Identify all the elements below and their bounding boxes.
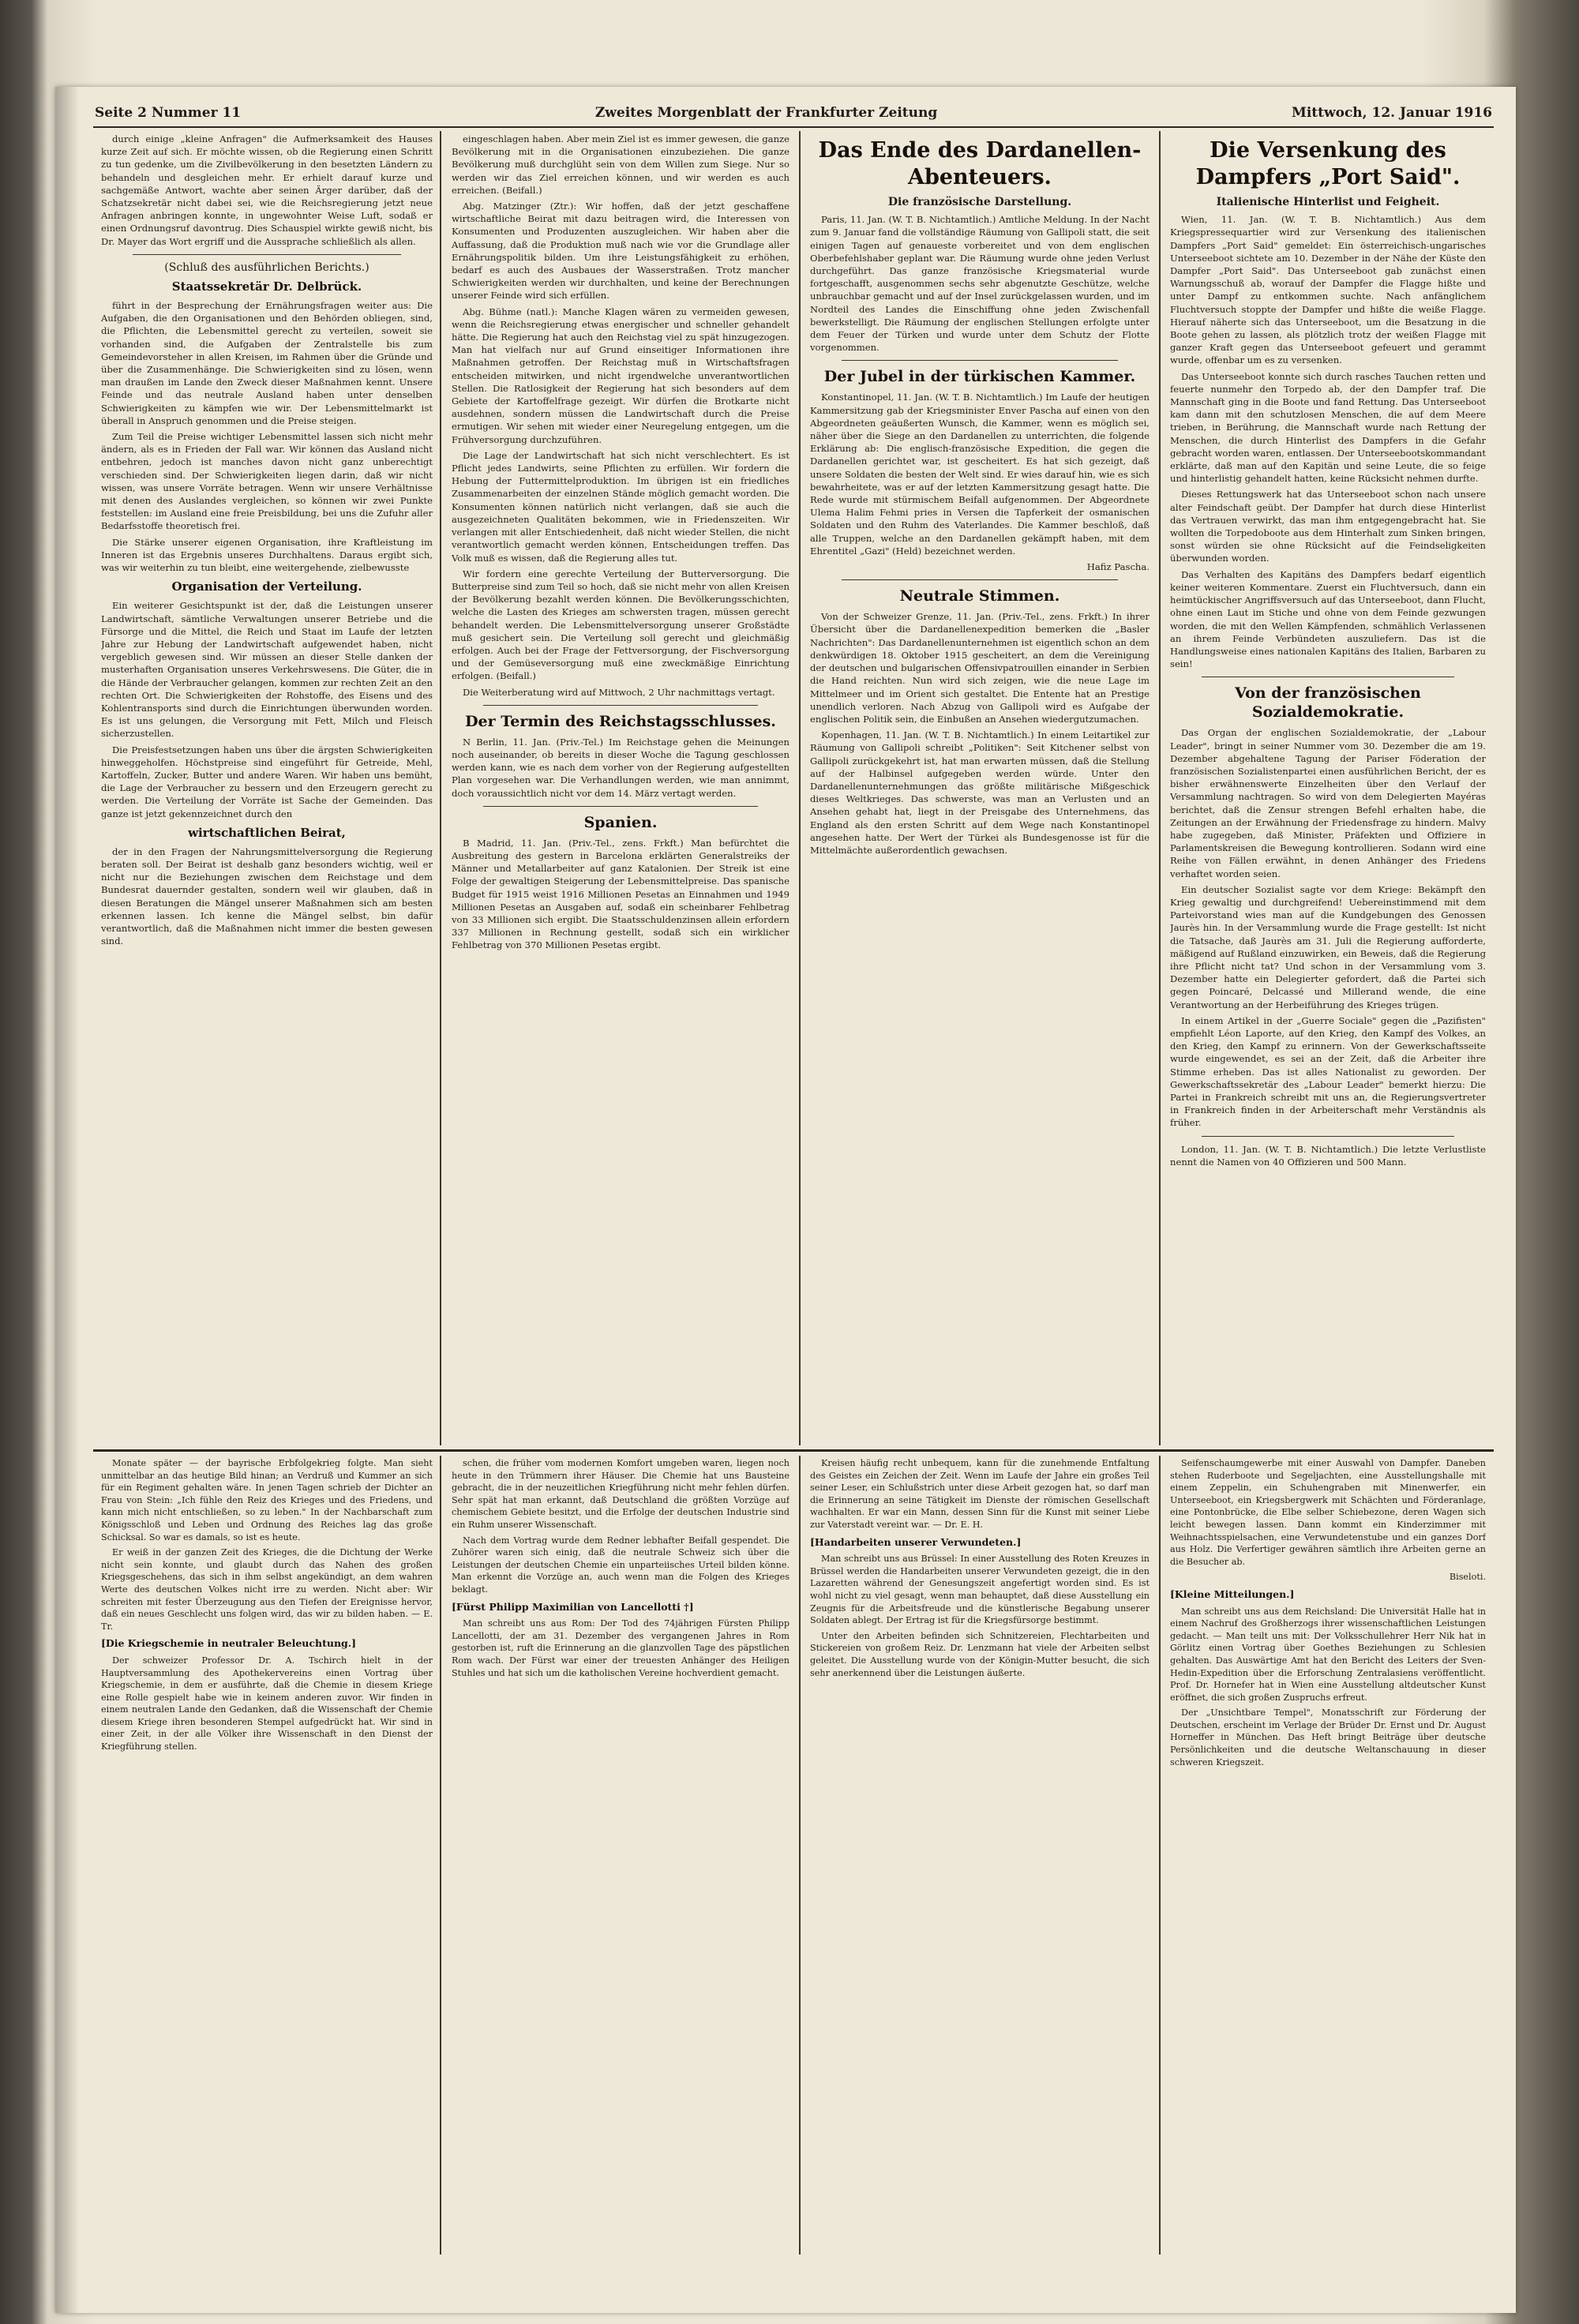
subhead-organisation: Organisation der Verteilung. bbox=[171, 579, 362, 594]
paragraph: Dieses Rettungswerk hat das Unterseeboot schon nach unsere alter Feindschaft geübt. Der Dampfer hat durch diese Hinterlist das Vertrauen verwirkt, das man ihm entgegengebracht hat. Sie wollten die Torpedoboote aus dem Hinterhalt zum Sinken bringen, sonst würden sie ohne Rücksicht auf die Feindseligkeiten überwunden worden. bbox=[1170, 489, 1486, 564]
column-3 bbox=[810, 133, 1150, 1443]
issue-date: Mittwoch, 12. Januar 1916 bbox=[1292, 105, 1492, 121]
column-rule bbox=[1159, 1456, 1161, 2255]
paragraph: schen, die früher vom modernen Komfort umgeben waren, liegen noch heute in den Trümmern ihrer Häuser. Die Chemie hat uns Bausteine gebracht, die in der neuzeitlichen Kriegführung nicht mehr fehlen dürfen. Sehr spät hat man erkannt, daß Deutschland die größten Vorzüge auf chemischem Gebiete besitzt, und die Erfolge der deutschen Industrie sind ein Ruhm unserer Wissenschaft. bbox=[452, 1458, 790, 1530]
paragraph: Unter den Arbeiten befinden sich Schnitzereien, Flechtarbeiten und Stickereien von großem Reiz. Dr. Lenzmann hat viele der Arbeiten selbst geleitet. Die Ausstellung wurde von der Königin-Mutter besucht, die sich sehr anerkennend über die Leistungen äußerte. bbox=[810, 1630, 1150, 1678]
paragraph: Nach dem Vortrag wurde dem Redner lebhafter Beifall gespendet. Die Zuhörer waren sich einig, daß die neutrale Schweiz sich über die Leistungen der deutschen Chemie ein unparteiisches Urteil bilden könne. Man erkennt die Vorzüge an, auch wenn man die Folgen des Krieges beklagt. bbox=[452, 1535, 790, 1595]
intro-paragraph: durch einige „kleine Anfragen" die Aufmerksamkeit des Hauses kurze Zeit auf sich. Er möchte wissen, ob die Regierung einen Schritt zu tun gedenke, um die Zivilbevölkerung in den besetzten Ländern zu behandeln und desgleichen mehr. Er erhielt darauf kurze und sachgemäße Antwort, wachte aber seinen Ärger darüber, daß der Schatzsekretär nicht dabei sei, wie die Reichsregierung jetzt neue Anfragen anbringen konnte, in ungewohnter Weise Luft, sodaß er einen Ordnungsruf davontrug. Dies Schauspiel wirkte gewiß nicht, bis Dr. Mayer das Wort ergriff und die Aussprache schließlich als allen. bbox=[101, 133, 433, 247]
paragraph: Konstantinopel, 11. Jan. (W. T. B. Nichtamtlich.) Im Laufe der heutigen Kammersitzung gab der Kriegsminister Enver Pascha auf einen von den Abgeordneten geäußerten Wunsch, die Kammer, wenn es möglich sei, näher über die Siege an den Dardanellen zu unterrichten, die folgende Erklärung ab: Die englisch-französische Expedition, die gegen die Dardanellen gerichtet war, ist gescheitert. Es hat sich gezeigt, daß unsere Soldaten die besten der Welt sind. Er wies darauf hin, wie es sich bewahrheitete, was er auf der letzten Kammersitzung gesagt hatte. Die Rede wurde mit stürmischem Beifall aufgenommen. Der Abgeordnete Ulema Halim Fehmi pries in Versen die Tapferkeit der osmanischen Soldaten und den Ruhm des Vaterlandes. Die Kammer beschloß, daß alle Truppen, welche an den Dardanellen gekämpft haben, mit dem Ehrentitel „Gazi" (Held) bezeichnet werden. bbox=[810, 392, 1150, 557]
headline-kleine-mitteilungen: [Kleine Mitteilungen.] bbox=[1170, 1587, 1295, 1600]
paragraph: Der schweizer Professor Dr. A. Tschirch hielt in der Hauptversammlung des Apothekervereins einen Vortrag über Kriegschemie, in dem er ausführte, daß die Chemie in diesem Kriege eine Rolle gespielt habe wie in keinem anderen zuvor. Wir finden in einem neutralen Lande den Gedanken, daß die Wissenschaft der Chemie diesem Kriege ihren besonderen Stempel aufgedrückt hat. Wir sind in einer Zeit, in der alle Völker ihre Wissenschaft in den Dienst der Kriegführung stellen. bbox=[101, 1655, 433, 1752]
newspaper-title: Zweites Morgenblatt der Frankfurter Zeitung bbox=[594, 105, 938, 121]
paragraph: Man schreibt uns aus Rom: Der Tod des 74jährigen Fürsten Philipp Lancellotti, der am 31. Dezember des vergangenen Jahres in Rom gestorben ist, ruft die Erinnerung an die glanzvollen Tage des päpstlichen Rom wach. Der Fürst war einer der treuesten Anhänger des Heiligen Stuhles und hat sich um die katholischen Vereine hochverdient gemacht. bbox=[452, 1618, 790, 1678]
column-rule bbox=[440, 131, 441, 1445]
divider bbox=[133, 254, 401, 255]
binding-shadow bbox=[55, 87, 79, 2313]
feuilleton-column-3 bbox=[810, 1457, 1150, 2251]
paragraph: der in den Fragen der Nahrungsmittelversorgung die Regierung beraten soll. Der Beirat ist deshalb ganz besonders wichtig, weil er nicht nur die Beziehungen zwischen dem Reichstage und dem Bundesrat dauernder gestalten, sondern weil wir glauben, daß in diesen Beratungen die Mängel unserer Maßnahmen sich am besten erkennen lassen. Ich kenne die Mängel selbst, bin dafür verantwortlich, daß die Maßnahmen nicht immer die besten gewesen sind. bbox=[101, 845, 433, 947]
paragraph: Monate später — der bayrische Erbfolgekrieg folgte. Man sieht unmittelbar an das heutige Bild hinan; an Verdruß und Kummer an sich für ein Regiment gehalten wäre. In jenen Tagen schrieb der Dichter an Frau von Stein: „Ich fühle den Reiz des Krieges und des Friedens, und kann mich nicht entschließen, so zu leben." In der Nachbarschaft zum Königsschloß und Leben und Ordnung des Reiches lag das große Schicksal. So war es damals, so ist es heute. bbox=[101, 1458, 433, 1542]
paragraph: Kreisen häufig recht unbequem, kann für die zunehmende Entfaltung des Geistes ein Zeichen der Zeit. Wenn im Laufe der Jahre ein großes Teil seiner Leser, ein Schlußstrich unter diese Arbeit gezogen hat, so darf man die Erinnerung an seine Tätigkeit im Dienste der römischen Gesellschaft wachhalten. Er war ein Mann, dessen Sinn für die Kunst mit seiner Liebe zur Vaterstadt vereint war. — Dr. E. H. bbox=[810, 1458, 1150, 1530]
signature: Biseloti. bbox=[1449, 1572, 1486, 1583]
headline-spanien: Spanien. bbox=[583, 813, 658, 831]
paragraph: Die Preisfestsetzungen haben uns über die ärgsten Schwierigkeiten hinweggeholfen. Höchstpreise sind eingeführt für Getreide, Mehl, Kartoffeln, Zucker, Butter und andere Waren. Wir haben uns bemüht, die Lage der Verbraucher zu bessern und den Erzeugern gerecht zu werden. Die Verteilung der Vorräte ist Sache der Gemeinden. Das ganze ist jetzt gekennzeichnet durch den bbox=[101, 744, 433, 819]
paragraph: Die Stärke unserer eigenen Organisation, ihre Kraftleistung im Inneren ist das Ergebnis unseres Durchhaltens. Daraus ergibt sich, was wir weiterhin zu tun bleibt, eine weitergehende, zielbewusste bbox=[101, 536, 433, 574]
feuilleton-column-1 bbox=[101, 1457, 433, 2251]
feuilleton-column-2 bbox=[452, 1457, 790, 2251]
paragraph: Kopenhagen, 11. Jan. (W. T. B. Nichtamtlich.) In einem Leitartikel zur Räumung von Gallipoli schreibt „Politiken": Seit Kitchener selbst von Gallipoli zurückgekehrt ist, hat man erwarten müssen, daß die Stellung auf der Halbinsel aufgegeben werden würde. Unter den Dardanellenunternehmungen das größte militärische Mißgeschick dieses Weltkrieges. Das schwerste, was man an Verlusten und an Ansehen gehabt hat, liegt in der Preisgabe des Unternehmens, das England als den ersten Schritt auf dem Wege nach Konstantinopel angesehen hatte. Der Wert der Türkei als Bundesgenosse ist für die Mittelmächte außerordentlich gewachsen. bbox=[810, 729, 1150, 856]
paragraph: Von der Schweizer Grenze, 11. Jan. (Priv.-Tel., zens. Frkft.) In ihrer Übersicht über die Dardanellenexpedition bemerken die „Basler Nachrichten": Das Dardanellenunternehmen ist eigentlich schon an dem denkwürdigen 18. Oktober 1915 gescheitert, an dem die Vereinigung der deutschen und bulgarischen Offensivpatrouillen einander in Serbien die Hand reichten. Nun wird sich zeigen, wie die neue Lage im Mittelmeer und im Orient sich gestaltet. Die Entente hat an Prestige unendlich verloren. Nach Abzug von Gallipoli wird es Aufgabe der englischen Politik sein, die Einbußen an Ansehen wiedergutzumachen. bbox=[810, 611, 1150, 725]
headline-reichstag-termin: Der Termin des Reichstagsschlusses. bbox=[465, 712, 776, 730]
masthead bbox=[95, 101, 1492, 125]
paragraph: Die Weiterberatung wird auf Mittwoch, 2 Uhr nachmittags vertagt. bbox=[463, 686, 775, 698]
paragraph: Abg. Matzinger (Ztr.): Wir hoffen, daß der jetzt geschaffene wirtschaftliche Beirat mit dazu beitragen wird, die Interessen von Konsumenten und Produzenten auszugleichen. Wir haben aber die Auffassung, daß die Produktion muß nach wie vor die Grundlage aller Ernährungspolitik bilden. Um ihre Leistungsfähigkeit zu erhöhen, bedarf es auch des Ausbaues der Wasserstraßen. Trotz mancher Schwierigkeiten werden wir durchhalten, und keine der Berechnungen unserer Feinde wird sich erfüllen. bbox=[452, 201, 790, 302]
paragraph: N Berlin, 11. Jan. (Priv.-Tel.) Im Reichstage gehen die Meinungen noch auseinander, ob bereits in dieser Woche die Tagung geschlossen werden kann, wie es nach dem vorher von der Regierung aufgestellten Plan vorgesehen war. Die Verhandlungen werden, wie man annimmt, doch voraussichtlich nicht vor dem 14. März vertagt werden. bbox=[452, 736, 790, 799]
paragraph: Der „Unsichtbare Tempel", Monatsschrift zur Förderung der Deutschen, erscheint im Verlage der Brüder Dr. Ernst und Dr. August Horneffer in München. Das Heft bringt Beiträge über deutsche Persönlichkeiten und die deutsche Weltanschauung in dieser schweren Kriegszeit. bbox=[1170, 1707, 1486, 1767]
paragraph: B Madrid, 11. Jan. (Priv.-Tel., zens. Frkft.) Man befürchtet die Ausbreitung des gestern in Barcelona erklärten Generalstreiks der Männer und Metallarbeiter auf ganz Katalonien. Der Streik ist eine Folge der gewaltigen Steigerung der Lebensmittelpreise. Das spanische Budget für 1915 weist 1916 Millionen Pesetas an Einnahmen und 1949 Millionen Pesetas an Ausgaben auf, sodaß ein scheinbarer Fehlbetrag von 33 Millionen sich ergibt. Die Staatsschuldenzinsen allein erfordern 337 Millionen in Rechnung gestellt, sodaß sich ein wirklicher Fehlbetrag von 370 Millionen Pesetas ergibt. bbox=[452, 837, 790, 951]
divider bbox=[1202, 1136, 1454, 1137]
subhead-italienisch: Italienische Hinterlist und Feigheit. bbox=[1216, 196, 1440, 208]
paragraph: Das Organ der englischen Sozialdemokratie, der „Labour Leader", bringt in seiner Nummer vom 30. Dezember die am 19. Dezember abgehaltene Tagung der Pariser Föderation der französischen Sozialistenpartei einen ausführlichen Bericht, der es bisher erwähnenswerte Einzelheiten über den Verlauf der Versammlung nachtragen. So wird von dem Delegierten Mayéras berichtet, daß die Zensur strengen Befehl erhalten habe, die Zeitungen an der Erwähnung der Friedensfrage zu hindern. Malvy habe zugegeben, daß Minister, Präfekten und Offiziere in Parlamentskreisen die Bewegung kontrollieren. Sodann wird eine Reihe von Fällen erwähnt, in denen Anhänger des Friedens verhaftet worden seien. bbox=[1170, 727, 1486, 879]
report-continued: (Schluß des ausführlichen Berichts.) bbox=[164, 261, 369, 274]
paragraph: Man schreibt uns aus Brüssel: In einer Ausstellung des Roten Kreuzes in Brüssel werden die Handarbeiten unserer Verwundeten gezeigt, die in den Lazaretten während der Genesungszeit angefertigt worden sind. Es ist wohl nicht zu viel gesagt, wenn man behauptet, daß diese Ausstellung ein Zeugnis für die Arbeitsfreude und die künstlerische Begabung unserer Soldaten ablegt. Der Ertrag ist für die Kriegsfürsorge bestimmt. bbox=[810, 1554, 1150, 1626]
divider bbox=[842, 579, 1118, 580]
column-2 bbox=[452, 133, 790, 1443]
paragraph: eingeschlagen haben. Aber mein Ziel ist es immer gewesen, die ganze Bevölkerung mit in die Organisationen einzubeziehen. Die ganze Bevölkerung muß durchglüht sein von dem Willen zum Siege. Nur so werden wir das Ziel erreichen können, und wir werden es auch erreichen. (Beifall.) bbox=[452, 133, 790, 196]
column-4 bbox=[1170, 133, 1486, 1443]
paragraph: Die Lage der Landwirtschaft hat sich nicht verschlechtert. Es ist Pflicht jedes Landwirts, seine Pflichten zu erfüllen. Wir fordern die Hebung der Futtermittelproduktion. Im übrigen ist ein friedliches Zusammenarbeiten der einzelnen Stände möglich gemacht worden. Die Konsumenten können natürlich nicht verlangen, daß sie auch die ausgezeichneten Qualitäten bekommen, wie in Friedenszeiten. Wir verlangen mit aller Entschiedenheit, daß nicht wieder Stellen, die nicht verantwortlich gemacht werden können, Entscheidungen treffen. Das Volk muß es wissen, daß die Regierung alles tut. bbox=[452, 449, 790, 564]
paragraph: Das Unterseeboot konnte sich durch rasches Tauchen retten und feuerte nunmehr den Torpedo ab, der den Dampfer traf. Die Mannschaft ging in die Boote und fand Rettung. Das Unterseeboot kam dann mit den schutzlosen Menschen, die auf dem Meere trieben, in Berührung, die Mannschaft wurde nach Rettung der Menschen, die durch Hinterlist des Dampfers in die Gefahr gebracht worden waren, entlassen. Der Unterseebootskommandant erklärte, daß man auf den Kapitän und seine Leute, die so feige und hinterlistig gehandelt hatten, keine Rücksicht nehmen durfte. bbox=[1170, 370, 1486, 485]
paragraph: Zum Teil die Preise wichtiger Lebensmittel lassen sich nicht mehr ändern, als es in Frieden der Fall war. Wir können das Ausland nicht entbehren, jedoch ist manches davon nicht ganz unberechtigt verschieden sind. Der Schwierigkeiten liegen darin, daß wir nicht wissen, was unsere Vorräte betragen. Wenn wir unsere Verhältnisse mit denen des Auslandes vergleichen, so können wir zwei Punkte feststellen: im Ausland eine freie Preisbildung, bei uns die Zufuhr aller Bedarfsstoffe theoretisch frei. bbox=[101, 431, 433, 532]
headline-delbrueck: Staatssekretär Dr. Delbrück. bbox=[171, 279, 362, 294]
divider bbox=[483, 806, 758, 807]
paragraph: Ein weiterer Gesichtspunkt ist der, daß die Leistungen unserer Landwirtschaft, sämtliche Verwaltungen unserer Betriebe und die Fürsorge und die Mittel, die Reich und Staat im Laufe der letzten Jahre zur Hebung der Landwirtschaft aufgewendet haben, nicht vergeblich gewesen sind. Wir müssen an dieser Stelle danken der musterhaften Organisation unseres Verkehrswesens. Die Güter, die in die Hände der Verbraucher gelangen, kommen zur rechten Zeit an den rechten Ort. Die Schwierigkeiten der Rohstoffe, des Eisens und des Kohlentransports sind durch die Einrichtungen überwunden worden. Es ist uns gelungen, die Versorgung mit Fett, Milch und Fleisch sicherzustellen. bbox=[101, 600, 433, 740]
paragraph: Man schreibt uns aus dem Reichsland: Die Universität Halle hat in einem Nachruf des Großherzogs ihrer wissenschaftlichen Leistungen gedacht. — Man teilt uns mit: Der Volksschullehrer Herr Nik hat in Görlitz einen Vortrag über Goethes Beziehungen zu Schlesien gehalten. Das Auswärtige Amt hat den Bericht des Leiters der Sven-Hedin-Expedition über die Erforschung Zentralasiens veröffentlicht. Prof. Dr. Hornefer hat in Wien eine Ausstellung altdeutscher Kunst eröffnet, die sich großen Zuspruchs erfreut. bbox=[1170, 1606, 1486, 1703]
paragraph: Er weiß in der ganzen Zeit des Krieges, die die Dichtung der Werke nicht sein konnte, und glaubt durch das Nahen des großen Kriegsgeschehens, das sich in ihm selbst angekündigt, an dem wahren Werte des deutschen Volkes nicht irre zu werden. Nicht aber: Wir schreiten mit fester Überzeugung aus den Tiefen der Ereignisse hervor, daß ein neues Geschlecht uns folgen wird, das wir zu bilden haben. — E. Tr. bbox=[101, 1547, 433, 1632]
headline-handarbeiten: [Handarbeiten unserer Verwundeten.] bbox=[810, 1535, 1022, 1548]
headline-kriegschemie: [Die Kriegschemie in neutraler Beleuchtung.] bbox=[101, 1637, 357, 1650]
paragraph: In einem Artikel in der „Guerre Sociale" gegen die „Pazifisten" empfiehlt Léon Laporte, auf den Krieg, den Kampf des Volkes, an den Krieg, den Kampf zu erinnern. Von der Gewerkschaftsseite wurde eingewendet, es sei an der Zeit, daß die Arbeiter ihre Stimme erheben. Das ist alles Nationalist zu geworden. Der Gewerkschaftssekretär des „Labour Leader" bemerkt hierzu: Die Partei in Frankreich schreibt mit uns an, die Regierungsvertreter in Frankreich finden in der Arbeiterschaft mehr Verständnis als früher. bbox=[1170, 1014, 1486, 1129]
paragraph: führt in der Besprechung der Ernährungsfragen weiter aus: Die Aufgaben, die den Organisationen und den Behörden obliegen, sind, die Pflichten, die Lebensmittel gerecht zu verteilen, soweit sie vorhanden sind, die Aufgaben der Zentralstelle bis zum Gemeindevorsteher in allen Kreisen, im Rahmen über die Gründe und über die Zusammenhänge. Die Schwierigkeiten sind zu lösen, wenn man draußen im Lande den Zweck dieser Maßnahmen kennt. Unsere Feinde und das neutrale Ausland haben unter denselben Schwierigkeiten zu kämpfen wie wir. Der Lebensmittelmarkt ist überall in Anspruch genommen und die Preise steigen. bbox=[101, 300, 433, 426]
column-rule bbox=[1159, 131, 1161, 1445]
divider bbox=[483, 705, 758, 706]
column-rule bbox=[799, 1456, 801, 2255]
column-rule bbox=[799, 131, 801, 1445]
headline-dardanellen: Das Ende des Dardanellen-Abenteuers. bbox=[818, 138, 1142, 189]
masthead-rule bbox=[93, 126, 1494, 128]
headline-lancellotti: [Fürst Philipp Maximilian von Lancellotti †] bbox=[452, 1600, 694, 1613]
feuilleton-rule bbox=[93, 1449, 1494, 1452]
paragraph: Abg. Bühme (natl.): Manche Klagen wären zu vermeiden gewesen, wenn die Reichsregierung etwas energischer und schneller gehandelt hätte. Die Regierung hat auch den Reichstag viel zu spät hinzugezogen. Man hat vielfach nur auf Grund einseitiger Informationen ihre Maßnahmen getroffen. Der Reichstag muß in Wirtschaftsfragen entscheiden mitwirken, und nicht irgendwelche unverantwortlichen Stellen. Die Ratlosigkeit der Regierung hat sich besonders auf dem Gebiete der Kartoffelfrage gezeigt. Wir dürfen die Brotkarte nicht ausdehnen, sondern müssen die Landwirtschaft durch die Preise ermutigen. Wir sehen mit wieder einer Neuregelung entgegen, um die Frühversorgung durchzuführen. bbox=[452, 305, 790, 445]
paragraph: Ein deutscher Sozialist sagte vor dem Kriege: Bekämpft den Krieg gewaltig und durchgreifend! Uebereinstimmend mit dem Parteivorstand wies man auf die Kundgebungen des Genossen Jaurès hin. In der Versammlung wurde die Frage gestellt: Ist nicht die Tatsache, daß Jaurès am 31. Juli die Regierung aufforderte, mäßigend auf Rußland einzuwirken, ein Beweis, daß die Regierung ihre Pflicht nicht tat? Und schon in der Versammlung vom 3. Dezember hatte ein Delegierter gefordert, daß die Partei sich gegen Poincaré, Delcassé und Millerand wende, die eine Verantwortung an der Herbeiführung des Krieges trügen. bbox=[1170, 883, 1486, 1010]
page-number: Seite 2 Nummer 11 bbox=[95, 105, 242, 121]
subhead-franzoesisch: Die französische Darstellung. bbox=[887, 196, 1072, 208]
headline-sozialdemokratie: Von der französischen Sozialdemokratie. bbox=[1235, 684, 1421, 722]
paragraph: Wir fordern eine gerechte Verteilung der Butterversorgung. Die Butterpreise sind zum Teil so hoch, daß sie nicht mehr von allen Kreisen der Bevölkerung bezahlt werden können. Die Bevölkerungsschichten, welche die Lasten des Krieges am schwersten tragen, müssen gerecht behandelt werden. Die Lebensmittelversorgung unserer Großstädte muß gesichert sein. Die Verteilung soll gerecht und gleichmäßig erfolgen. Auch bei der Frage der Fettversorgung, der Fischversorgung und der Gemüseversorgung muß eine zweckmäßige Einrichtung erfolgen. (Beifall.) bbox=[452, 568, 790, 682]
subhead-beirat: wirtschaftlichen Beirat, bbox=[188, 825, 346, 840]
paragraph: Seifenschaumgewerbe mit einer Auswahl von Dampfer. Daneben stehen Ruderboote und Segeljachten, eine Ausstellungshalle mit einem Zeppelin, ein Schuhengraben mit Minenwerfer, ein Unterseeboot, ein Kriegsbergwerk mit Schächten und Förderanlage, eine Pontonbrücke, die Elbe selber Schiebezone, deren Wagen sich leicht bewegen lassen. Dann kommt ein Kinderzimmer mit Weihnachtsspielsachen, eine Verwundetenstube und ein ganzes Dorf aus Holz. Die Verfertiger gewähren sämtlich ihre Arbeiten gerne an die Besucher ab. bbox=[1170, 1458, 1486, 1567]
paragraph: Paris, 11. Jan. (W. T. B. Nichtamtlich.) Amtliche Meldung. In der Nacht zum 9. Januar fand die vollständige Räumung von Gallipoli statt, die seit einigen Tagen auf genaueste vorbereitet und von dem englischen Oberbefehlshaber geplant war. Die Räumung wurde ohne jeden Verlust durchgeführt. Das ganze französische Kriegsmaterial wurde fortgeschafft, ausgenommen sechs sehr abgenutzte Geschütze, welche unbrauchbar gemacht und auf der Insel zurückgelassen wurden, und im Nordteil des Landes die Einschiffung ohne jeden Zwischenfall bewerkstelligt. Die Räumung der englischen Stellungen erfolgte unter dem Feuer der Türken und wurde unter dem Schutz der Flotte vorgenommen. bbox=[810, 214, 1150, 354]
headline-tuerkische-kammer: Der Jubel in der türkischen Kammer. bbox=[823, 368, 1136, 386]
column-1 bbox=[101, 133, 433, 1443]
paragraph: London, 11. Jan. (W. T. B. Nichtamtlich.) Die letzte Verlustliste nennt die Namen von 40 Offizieren und 500 Mann. bbox=[1170, 1143, 1486, 1168]
paragraph: Wien, 11. Jan. (W. T. B. Nichtamtlich.) Aus dem Kriegspressequartier wird zur Versenkung des italienischen Dampfers „Port Said" gemeldet: Ein österreichisch-ungarisches Unterseeboot sichtete am 10. Dezember in der Nähe der Küste den Dampfer „Port Said". Das Unterseeboot gab zunächst einen Warnungsschuß ab, worauf der Dampfer die Flagge hißte und unter Dampf zu entkommen suchte. Nach anfänglichem Fluchtversuch stoppte der Dampfer und hißte die weiße Flagge. Hierauf näherte sich das Unterseeboot, um die Besatzung in die Boote gehen zu lassen, als plötzlich trotz der weißen Flagge mit ganzer Kraft gegen das Unterseeboot gefeuert und gerammt wurde, offenbar um es zu versenken. bbox=[1170, 214, 1486, 366]
divider bbox=[842, 360, 1118, 361]
paragraph: Das Verhalten des Kapitäns des Dampfers bedarf eigentlich keiner weiteren Kommentare. Zuerst ein Fluchtversuch, dann ein heimtückischer Angriffsversuch auf das Unterseeboot, dann Flucht, ohne einen Laut im Stiche und ohne von dem Feinde gezwungen worden, die mit den Wellen Kämpfenden, schmählich Verlassenen an ihrem Feinde Verbündeten auszuliefern. Das ist die Handlungsweise eines nationalen Kapitäns des Italien, Barbaren zu sein! bbox=[1170, 568, 1486, 670]
headline-port-said: Die Versenkung des Dampfers „Port Said". bbox=[1195, 138, 1461, 189]
signature: Hafiz Pascha. bbox=[1086, 561, 1150, 573]
column-rule bbox=[440, 1456, 441, 2255]
feuilleton-column-4 bbox=[1170, 1457, 1486, 2251]
headline-neutrale-stimmen: Neutrale Stimmen. bbox=[899, 587, 1060, 605]
